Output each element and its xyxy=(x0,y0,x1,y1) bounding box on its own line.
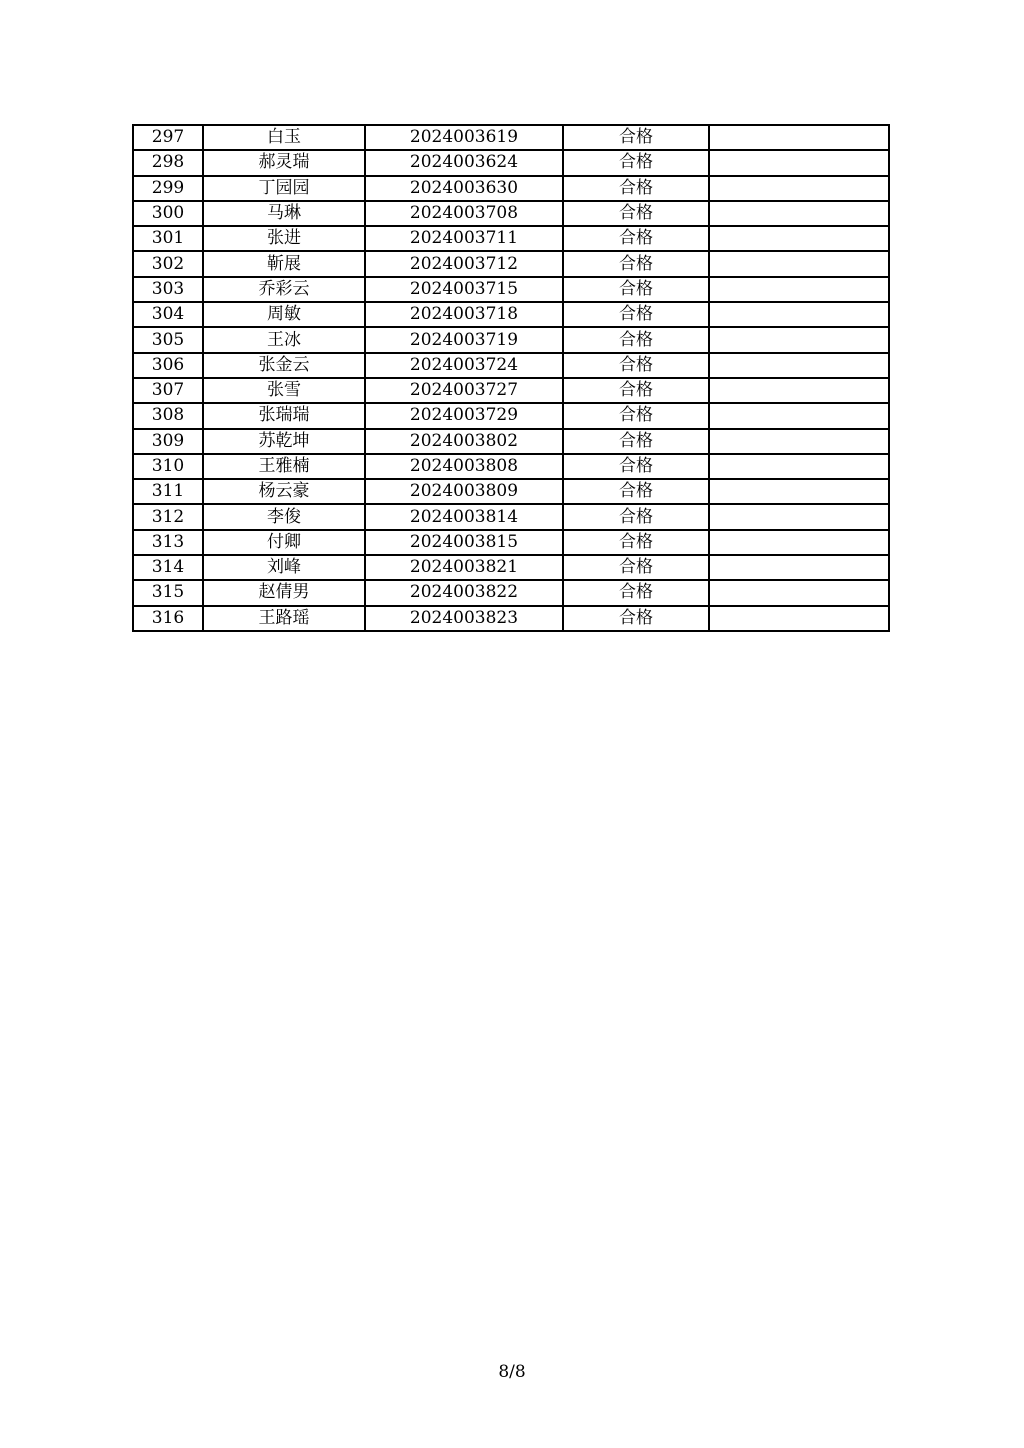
table-row xyxy=(133,302,889,327)
name-cell: 赵倩男 xyxy=(203,580,365,605)
remarks-cell xyxy=(709,555,889,580)
name-cell: 马琳 xyxy=(203,201,365,226)
registration-number-cell: 2024003821 xyxy=(365,555,563,580)
result-cell: 合格 xyxy=(563,277,709,302)
row-number-cell: 305 xyxy=(133,327,203,352)
table-row xyxy=(133,403,889,428)
row-number-cell: 298 xyxy=(133,150,203,175)
registration-number-cell: 2024003719 xyxy=(365,327,563,352)
registration-number-cell: 2024003724 xyxy=(365,353,563,378)
remarks-cell xyxy=(709,251,889,276)
table-row xyxy=(133,125,889,150)
row-number-cell: 312 xyxy=(133,504,203,529)
name-cell: 杨云豪 xyxy=(203,479,365,504)
name-cell: 付卿 xyxy=(203,530,365,555)
row-number-cell: 314 xyxy=(133,555,203,580)
remarks-cell xyxy=(709,429,889,454)
row-number-cell: 310 xyxy=(133,454,203,479)
remarks-cell xyxy=(709,277,889,302)
registration-number-cell: 2024003708 xyxy=(365,201,563,226)
remarks-cell xyxy=(709,378,889,403)
remarks-cell xyxy=(709,454,889,479)
table-row xyxy=(133,277,889,302)
result-cell: 合格 xyxy=(563,580,709,605)
remarks-cell xyxy=(709,504,889,529)
remarks-cell xyxy=(709,150,889,175)
table-row xyxy=(133,504,889,529)
result-cell: 合格 xyxy=(563,353,709,378)
row-number-cell: 311 xyxy=(133,479,203,504)
registration-number-cell: 2024003630 xyxy=(365,176,563,201)
remarks-cell xyxy=(709,327,889,352)
registration-number-cell: 2024003624 xyxy=(365,150,563,175)
registration-number-cell: 2024003715 xyxy=(365,277,563,302)
remarks-cell xyxy=(709,353,889,378)
row-number-cell: 299 xyxy=(133,176,203,201)
result-cell: 合格 xyxy=(563,201,709,226)
result-cell: 合格 xyxy=(563,251,709,276)
results-table xyxy=(132,124,890,632)
remarks-cell xyxy=(709,302,889,327)
table-row xyxy=(133,606,889,631)
row-number-cell: 309 xyxy=(133,429,203,454)
table-row xyxy=(133,150,889,175)
table-row xyxy=(133,251,889,276)
remarks-cell xyxy=(709,176,889,201)
name-cell: 张雪 xyxy=(203,378,365,403)
name-cell: 白玉 xyxy=(203,125,365,150)
row-number-cell: 308 xyxy=(133,403,203,428)
row-number-cell: 307 xyxy=(133,378,203,403)
result-cell: 合格 xyxy=(563,504,709,529)
table-row xyxy=(133,226,889,251)
registration-number-cell: 2024003822 xyxy=(365,580,563,605)
name-cell: 丁园园 xyxy=(203,176,365,201)
table-row xyxy=(133,176,889,201)
name-cell: 张金云 xyxy=(203,353,365,378)
result-cell: 合格 xyxy=(563,176,709,201)
registration-number-cell: 2024003718 xyxy=(365,302,563,327)
remarks-cell xyxy=(709,530,889,555)
table-row xyxy=(133,479,889,504)
result-cell: 合格 xyxy=(563,555,709,580)
table-row xyxy=(133,201,889,226)
table-row xyxy=(133,429,889,454)
name-cell: 苏乾坤 xyxy=(203,429,365,454)
result-cell: 合格 xyxy=(563,302,709,327)
registration-number-cell: 2024003802 xyxy=(365,429,563,454)
result-cell: 合格 xyxy=(563,530,709,555)
remarks-cell xyxy=(709,226,889,251)
remarks-cell xyxy=(709,403,889,428)
registration-number-cell: 2024003808 xyxy=(365,454,563,479)
result-cell: 合格 xyxy=(563,479,709,504)
table-row xyxy=(133,327,889,352)
name-cell: 张进 xyxy=(203,226,365,251)
registration-number-cell: 2024003727 xyxy=(365,378,563,403)
result-cell: 合格 xyxy=(563,403,709,428)
result-cell: 合格 xyxy=(563,606,709,631)
result-cell: 合格 xyxy=(563,454,709,479)
registration-number-cell: 2024003711 xyxy=(365,226,563,251)
row-number-cell: 300 xyxy=(133,201,203,226)
name-cell: 李俊 xyxy=(203,504,365,529)
result-cell: 合格 xyxy=(563,125,709,150)
table-row xyxy=(133,454,889,479)
name-cell: 张瑞瑞 xyxy=(203,403,365,428)
table-row xyxy=(133,555,889,580)
registration-number-cell: 2024003729 xyxy=(365,403,563,428)
result-cell: 合格 xyxy=(563,226,709,251)
table-row xyxy=(133,530,889,555)
registration-number-cell: 2024003814 xyxy=(365,504,563,529)
name-cell: 王路瑶 xyxy=(203,606,365,631)
registration-number-cell: 2024003823 xyxy=(365,606,563,631)
row-number-cell: 303 xyxy=(133,277,203,302)
registration-number-cell: 2024003619 xyxy=(365,125,563,150)
row-number-cell: 306 xyxy=(133,353,203,378)
row-number-cell: 316 xyxy=(133,606,203,631)
name-cell: 王雅楠 xyxy=(203,454,365,479)
row-number-cell: 304 xyxy=(133,302,203,327)
registration-number-cell: 2024003712 xyxy=(365,251,563,276)
registration-number-cell: 2024003815 xyxy=(365,530,563,555)
page-number: 8/8 xyxy=(498,1362,526,1382)
row-number-cell: 315 xyxy=(133,580,203,605)
name-cell: 周敏 xyxy=(203,302,365,327)
row-number-cell: 297 xyxy=(133,125,203,150)
result-cell: 合格 xyxy=(563,327,709,352)
remarks-cell xyxy=(709,580,889,605)
row-number-cell: 313 xyxy=(133,530,203,555)
remarks-cell xyxy=(709,201,889,226)
name-cell: 靳展 xyxy=(203,251,365,276)
name-cell: 王冰 xyxy=(203,327,365,352)
row-number-cell: 302 xyxy=(133,251,203,276)
name-cell: 郝灵瑞 xyxy=(203,150,365,175)
table-row xyxy=(133,580,889,605)
result-cell: 合格 xyxy=(563,429,709,454)
table-row xyxy=(133,353,889,378)
results-table-body xyxy=(133,125,889,631)
row-number-cell: 301 xyxy=(133,226,203,251)
remarks-cell xyxy=(709,125,889,150)
result-cell: 合格 xyxy=(563,150,709,175)
result-cell: 合格 xyxy=(563,378,709,403)
name-cell: 刘峰 xyxy=(203,555,365,580)
remarks-cell xyxy=(709,479,889,504)
name-cell: 乔彩云 xyxy=(203,277,365,302)
remarks-cell xyxy=(709,606,889,631)
registration-number-cell: 2024003809 xyxy=(365,479,563,504)
table-row xyxy=(133,378,889,403)
